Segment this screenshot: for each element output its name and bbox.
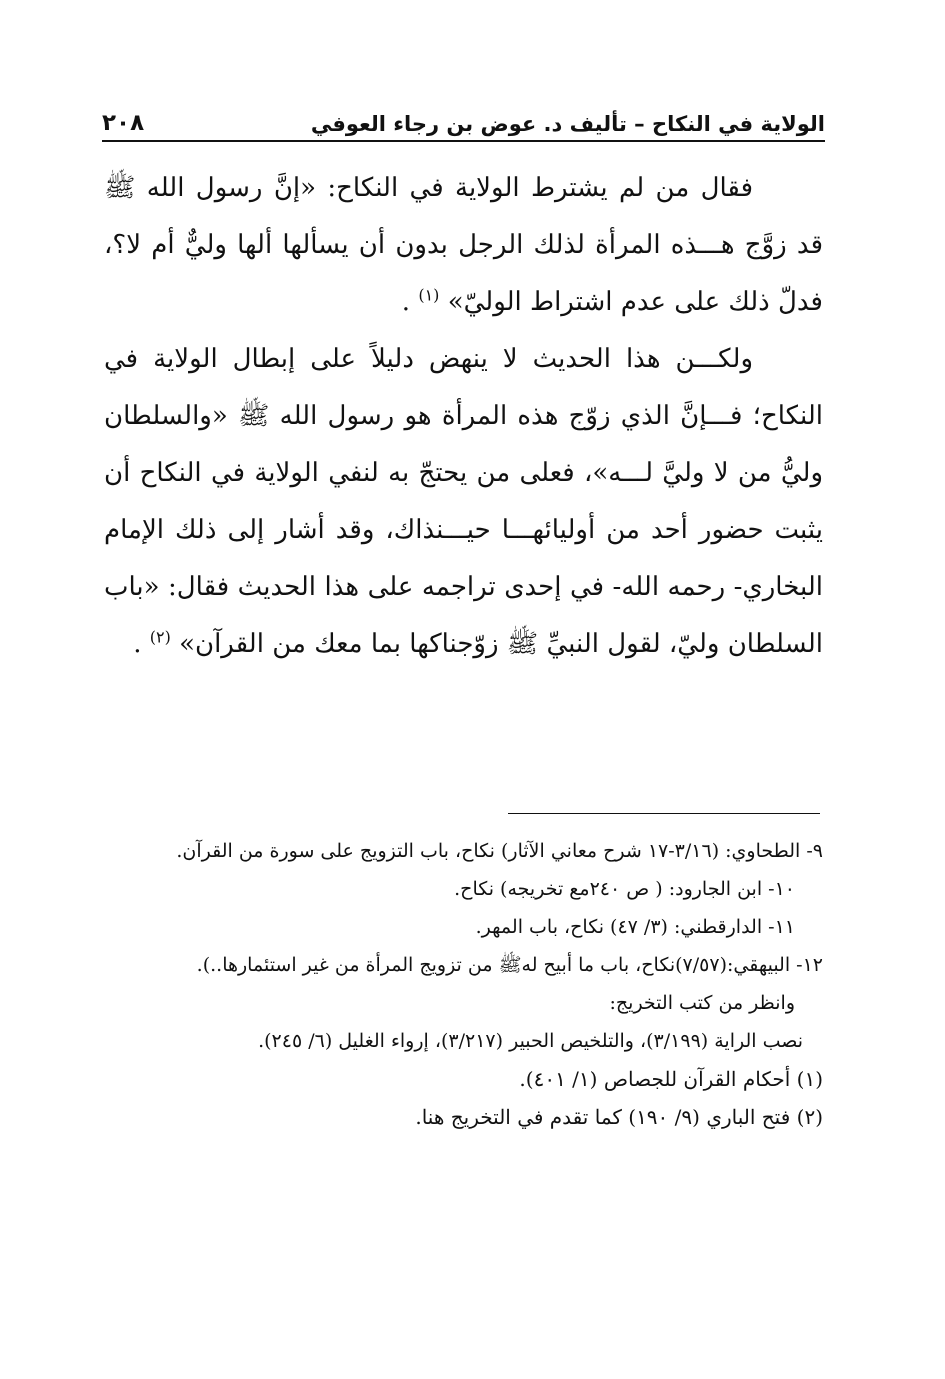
footnote-ref-2: (٢): [149, 627, 171, 647]
footnote-note-1: (١) أحكام القرآن للجصاص (١/ ٤٠١).: [519, 1067, 823, 1091]
paragraph-2-text: ولكـــن هذا الحديث لا ينهض دليلاً على إبطال الولاية في النكاح؛ فـــإنَّ الذي زوّج هذه المرأة هو رسول الله ﷺ «والسلطان وليُّ من لا وليَّ لـــه»، فعلى من يحتجّ به لنفي الولاية في النكاح أن يثبت حضور أحد من أوليائهـــا حيـــنذاك، وقد أشار إلى ذلك الإمام البخاري- رحمه الله- في إحدى تراجمه على هذا الحديث فقال: «باب السلطان وليّ، لقول النبيِّ ﷺ زوّجناكها بما معك من القرآن»: [104, 344, 823, 659]
footnotes: [104, 832, 823, 1136]
paragraph-2: [104, 331, 823, 673]
paragraph-1-text: فقال من لم يشترط الولاية في النكاح: «إنَّ رسول الله ﷺ قد زوَّج هـــذه المرأة لذلك الرجل بدون أن يسألها ألها وليٌّ أم لا؟، فدلّ ذلك على عدم اشتراط الوليّ»: [104, 173, 823, 317]
footnote-ref-1: (١): [418, 285, 440, 305]
see-also-text: نصب الراية (٣/١٩٩)، والتلخيص الحبير (٣/٢١٧)، إرواء الغليل (٦/ ٢٤٥).: [258, 1030, 803, 1052]
see-also-label: وانظر من كتب التخريج:: [609, 992, 795, 1014]
paragraph-2-end: .: [133, 629, 142, 659]
footnote-item-11: ١١- الدارقطني: (٣/ ٤٧) نكاح، باب المهر.: [475, 916, 795, 938]
page-number: ٢٠٨: [102, 110, 145, 136]
main-text: [104, 160, 823, 673]
paragraph-1: [104, 160, 823, 331]
footnote-item-12: ١٢- البيهقي:(٧/٥٧)نكاح، باب ما أبيح لهﷺ من تزويج المرأة من غير استئمارها..).: [196, 954, 823, 976]
footnote-note-2: (٢) فتح الباري (٩/ ١٩٠) كما تقدم في التخريج هنا.: [415, 1105, 823, 1129]
footnote-divider: [508, 813, 820, 814]
page-header: [102, 96, 825, 142]
running-title: الولاية في النكاح – تأليف د. عوض بن رجاء العوفي: [310, 112, 825, 136]
paragraph-1-end: .: [401, 287, 411, 317]
footnote-item-9: ٩- الطحاوي: (٣/١٦-١٧ شرح معاني الآثار) نكاح، باب التزويج على سورة من القرآن.: [176, 840, 823, 862]
footnote-item-10: ١٠- ابن الجارود: ( ص ٢٤٠مع تخريجه) نكاح.: [454, 878, 795, 900]
